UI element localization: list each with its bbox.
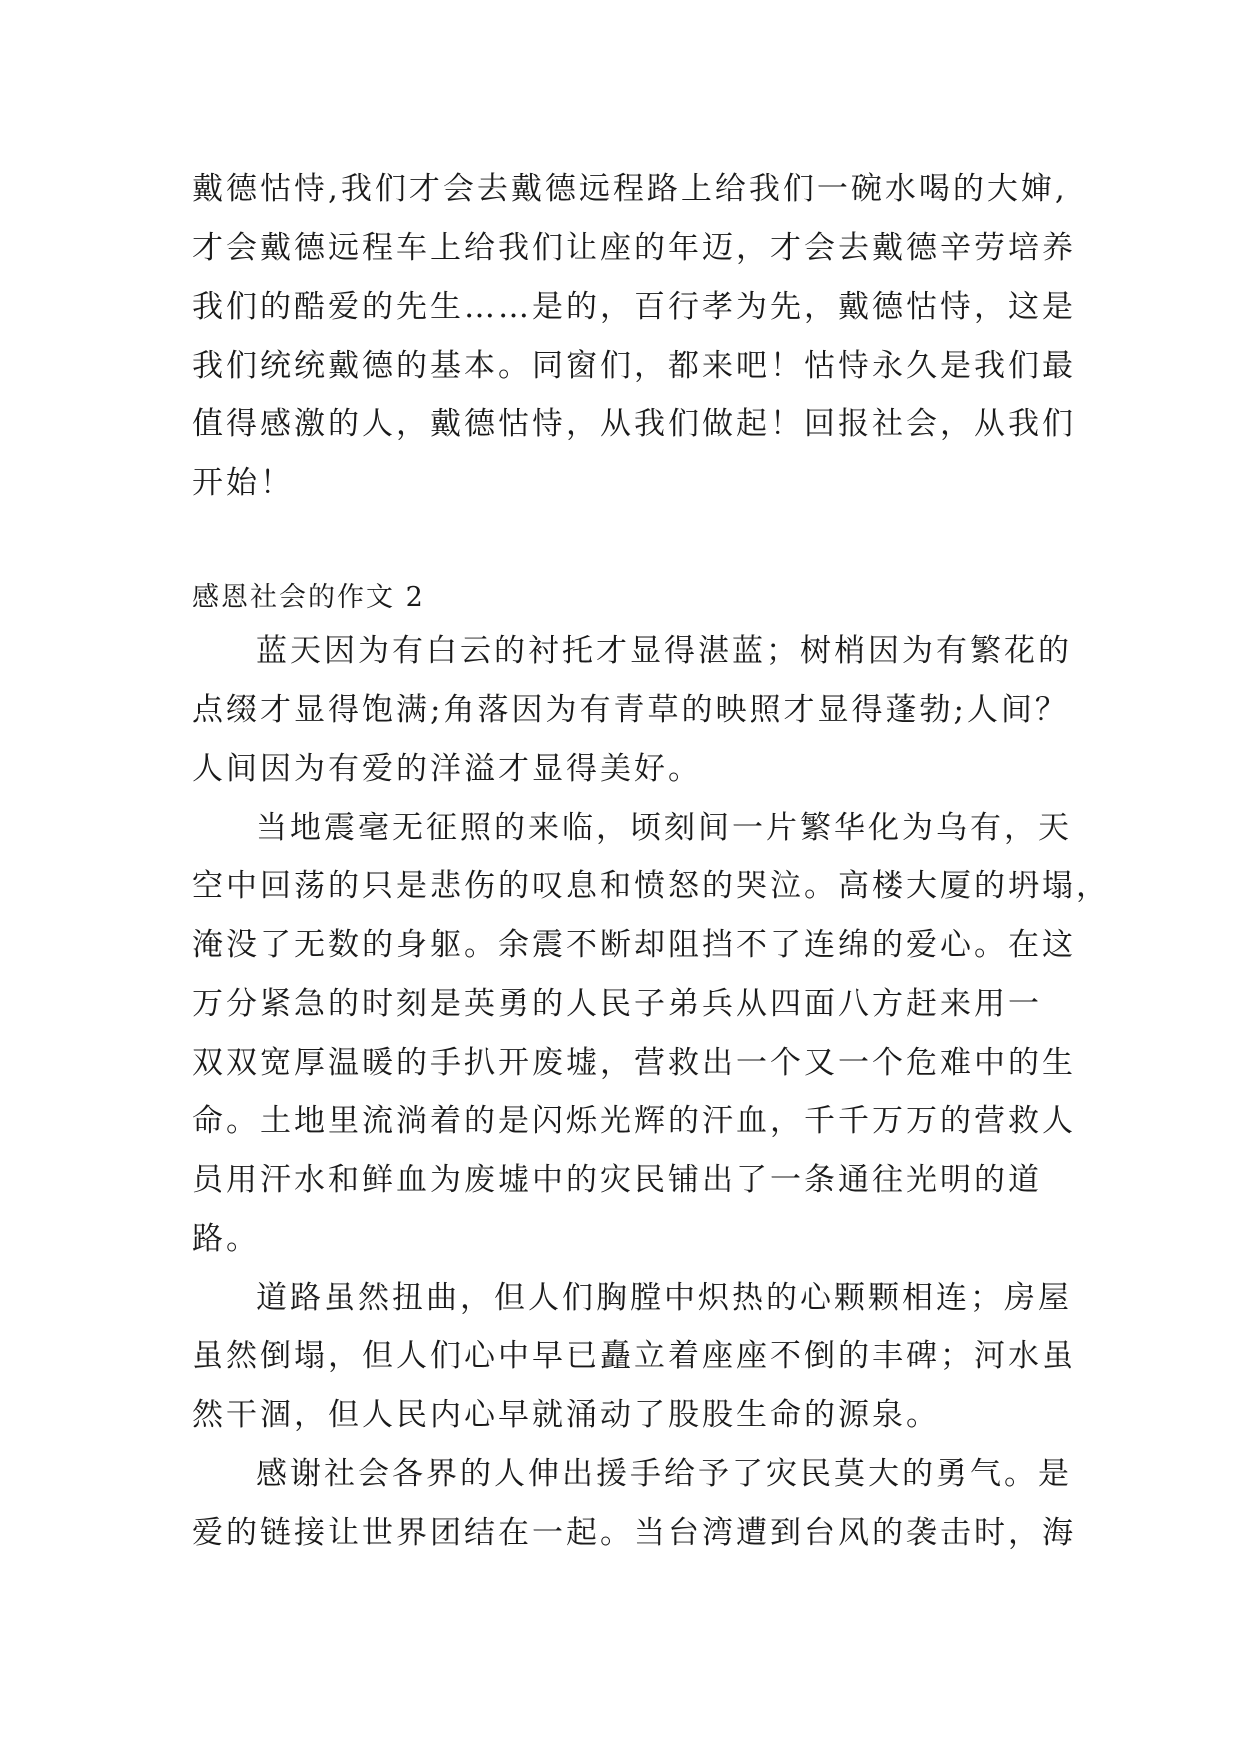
text-line: 点缀才显得饱满;角落因为有青草的映照才显得蓬勃;人间？ [192, 692, 1069, 728]
text-line: 命。土地里流淌着的是闪烁光辉的汗血，千千万万的营救人 [192, 1103, 1076, 1139]
text-line: 爱的链接让世界团结在一起。当台湾遭到台风的袭击时，海 [192, 1515, 1076, 1551]
text-line: 万分紧急的时刻是英勇的人民子弟兵从四面八方赶来用一 [192, 986, 1042, 1022]
text-line: 然干涸，但人民内心早就涌动了股股生命的源泉。 [192, 1397, 940, 1433]
text-line: 淹没了无数的身躯。余震不断却阻挡不了连绵的爱心。在这 [192, 927, 1076, 963]
text-line: 才会戴德远程车上给我们让座的年迈，才会去戴德辛劳培养 [192, 230, 1076, 266]
text-line: 感谢社会各界的人伸出援手给予了灾民莫大的勇气。是 [256, 1456, 1072, 1492]
text-line: 空中回荡的只是悲伤的叹息和愤怒的哭泣。高楼大厦的坍塌， [192, 868, 1110, 904]
text-line: 双双宽厚温暖的手扒开废墟，营救出一个又一个危难中的生 [192, 1045, 1076, 1081]
text-line: 当地震毫无征照的来临，顷刻间一片繁华化为乌有，天 [256, 810, 1072, 846]
text-line: 道路虽然扭曲，但人们胸膛中炽热的心颗颗相连；房屋 [256, 1280, 1072, 1316]
text-line: 人间因为有爱的洋溢才显得美好。 [192, 751, 702, 787]
text-line: 路。 [192, 1221, 260, 1257]
text-line: 虽然倒塌，但人们心中早已矗立着座座不倒的丰碑；河水虽 [192, 1338, 1076, 1374]
text-line: 开始！ [192, 465, 294, 501]
text-line: 蓝天因为有白云的衬托才显得湛蓝；树梢因为有繁花的 [256, 633, 1072, 669]
text-line: 员用汗水和鲜血为废墟中的灾民铺出了一条通往光明的道 [192, 1162, 1042, 1198]
text-line: 戴德怙恃,我们才会去戴德远程路上给我们一碗水喝的大婶, [192, 171, 1068, 207]
essay-title: 感恩社会的作文 2 [192, 582, 425, 613]
text-line: 我们的酷爱的先生……是的，百行孝为先，戴德怙恃，这是 [192, 289, 1076, 325]
text-line: 值得感激的人，戴德怙恃，从我们做起！回报社会，从我们 [192, 406, 1076, 442]
text-line: 我们统统戴德的基本。同窗们，都来吧！怙恃永久是我们最 [192, 348, 1076, 384]
